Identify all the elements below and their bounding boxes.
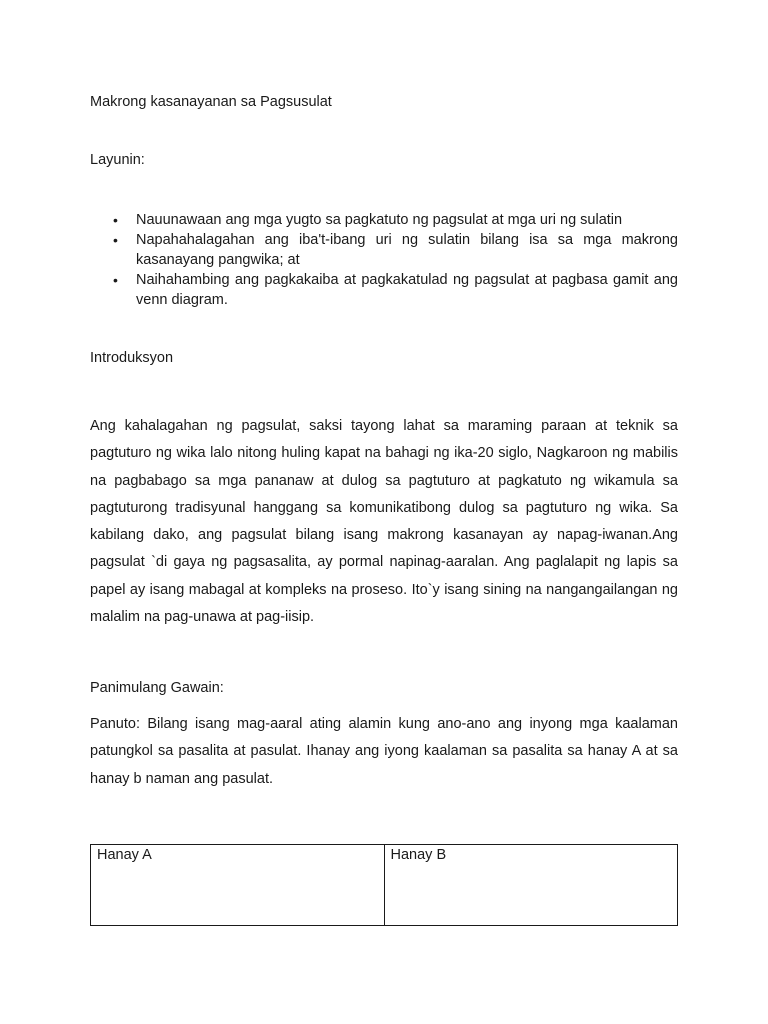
hanay-b-cell: Hanay B [384, 845, 678, 926]
list-item [90, 270, 678, 310]
layunin-heading: Layunin: [90, 152, 145, 168]
table-row [91, 845, 678, 926]
objective-text: Nauunawaan ang mga yugto sa pagkatuto ng pagsulat at mga uri ng sulatin [136, 212, 623, 228]
bullet-icon: • [113, 212, 118, 228]
list-item [90, 230, 678, 270]
panimulang-gawain-heading: Panimulang Gawain: [90, 680, 224, 696]
introduksyon-paragraph: Ang kahalagahan ng pagsulat, saksi tayong lahat sa maraming paraan at teknik sa pagtuturo ng wika lalo nitong huling kapat na bahagi ng ika-20 siglo, Nagkaroon ng mabilis na pagbabago sa mga pananaw at dulog sa pagtuturo at pagkatuto ng wikamula sa pagtuturong tradisyunal hanggang sa komunikatibong dulog sa pagtuturo ng wika. Sa kabilang dako, ang pagsulat bilang isang makrong kasanayan ay napag-iwanan.Ang pagsulat `di gaya ng pagsasalita, ay pormal napinag-aaralan. Ang paglalapit ng lapis sa papel ay isang mabagal at kompleks na proseso. Ito`y isang sining na nangangailangan ng malalim na pag-unawa at pag-iisip. [90, 418, 678, 626]
objective-text: Napahahalagahan ang iba't-ibang uri ng sulatin bilang isa sa mga makrong kasanayang pangwika; at [136, 232, 678, 268]
panuto-paragraph: Panuto: Bilang isang mag-aaral ating alamin kung ano-ano ang inyong mga kaalaman patungkol sa pasalita at pasulat. Ihanay ang iyong kaalaman sa pasalita sa hanay A at sa hanay b naman ang pasulat. [90, 716, 678, 787]
bullet-icon: • [113, 232, 118, 248]
hanay-a-cell: Hanay A [91, 845, 385, 926]
document-title: Makrong kasanayanan sa Pagsusulat [90, 94, 332, 110]
list-item [90, 210, 678, 230]
introduksyon-heading: Introduksyon [90, 350, 174, 366]
objectives-list [90, 210, 678, 310]
objective-text: Naihahambing ang pagkakaiba at pagkakatulad ng pagsulat at pagbasa gamit ang venn diagram. [136, 272, 678, 308]
hanay-table [90, 844, 678, 926]
bullet-icon: • [113, 272, 118, 288]
